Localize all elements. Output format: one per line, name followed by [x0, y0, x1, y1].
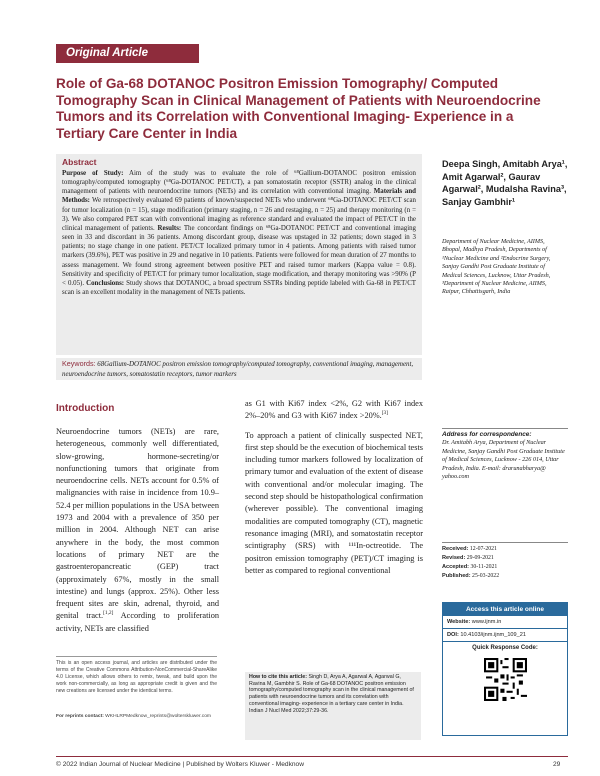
footer-copyright: © 2022 Indian Journal of Nuclear Medicine | Published by Wolters Kluwer - Medknow [56, 761, 304, 768]
body-column-right [245, 398, 423, 577]
cite-text: Singh D, Arya A, Agarwal A, Agarwal G, Ravina M, Gambhir S. Role of Ga-68 DOTANOC positron emission tomography/computed tomography scan in the clinical management of patients with neuroendocrine tumors and its correlation with conventional imaging- experience in a tertiary care center in India. Indian J Nucl Med 2022;37:29-36. [249, 674, 414, 714]
access-heading: Access this article online [443, 603, 567, 616]
website-row [443, 616, 567, 629]
accepted-value: 30-11-2021 [470, 564, 498, 570]
date-accepted [442, 563, 568, 572]
conclusions-text: Study shows that DOTANOC, a broad spectrum SSTRs binding peptide labeled with Ga-68 in PET/CT scan is an excellent modality in the management of NETs patients. [62, 279, 416, 297]
website-label: Website: [447, 619, 471, 625]
page-number: 29 [553, 761, 561, 768]
intro-p1-end: According to proliferation activity, NETs are classified [56, 611, 219, 633]
reprints-contact [56, 714, 221, 719]
correspondence-heading: Address for correspondence: [442, 431, 532, 438]
abstract-heading: Abstract [62, 157, 97, 167]
correspondence-text: Dr. Amitabh Arya, Department of Nuclear Medicine, Sanjay Gandhi Post Graduate Institute of Medical Sciences, Lucknow - 226 014, Uttar Pradesh, India. E-mail: drarunabharya@ yahoo.com [442, 439, 565, 481]
abstract-body [62, 169, 416, 297]
article-dates [442, 542, 568, 581]
keywords-text: 68Gallium-DOTANOC positron emission tomography/computed tomography, conventional imaging, management, neuroendocrine tumors, somatostatin receptors, tumor markers [62, 361, 414, 378]
intro-p1-text: Neuroendocrine tumors (NETs) are rare, heterogeneous, commonly well differentiated, slow-growing, hormone-secreting/or nonfunctioning tumors that originate from neuroendocrine cells. NETs account for 0.5% of malignancies with raise in incidence from 10.9–52.4 per million populations in the USA between 1973 and 2004 with a prevalence of 350 per million in 2004. Although NET can arise anywhere in the body, the most common locations of primary NET are the gastroenteropancreatic (GEP) tract (approximately 67%, mostly in the small intestine) and lungs (approx. 25%). Other less frequent sites are skin, adrenal, thyroid, and genital tract. [56, 427, 219, 621]
keywords-box [56, 358, 422, 380]
license-notice: This is an open access journal, and articles are distributed under the terms of the Creative Commons Attribution-NonCommercial-ShareAlike 4.0 License, which allows others to remix, tweak, and build upon the work non-commercially, as long as appropriate credit is given and the new creations are licensed under the identical terms. [56, 656, 217, 695]
citation-ref[interactable]: [3] [381, 410, 389, 417]
article-title: Role of Ga-68 DOTANOC Positron Emission Tomography/ Computed Tomography Scan in Clinical Management of Patients with Neuroendocrine Tumors and its Correlation with Conventional Imaging- Experience in a Tertiary Care Center in India [56, 76, 541, 141]
conclusions-label: Conclusions: [86, 279, 125, 287]
qr-code-icon[interactable] [484, 658, 527, 701]
reprints-label: For reprints contact: [56, 714, 104, 719]
how-to-cite-box [245, 672, 421, 740]
keywords-label: Keywords: [62, 359, 96, 368]
citation-ref[interactable]: [1,2] [103, 610, 114, 617]
intro-continued-text: as G1 with Ki67 index <2%, G2 with Ki67 index 2%–20% and G3 with Ki67 index >20%. [245, 399, 423, 421]
abstract-box [56, 154, 422, 355]
revised-label: Revised: [442, 555, 466, 561]
results-label: Results: [157, 224, 182, 232]
received-value: 12-07-2021 [469, 546, 497, 552]
author-list: Deepa Singh, Amitabh Arya¹, Amit Agarwal², Gaurav Agarwal², Mudalsha Ravina³, Sanjay Gambhir¹ [442, 159, 568, 208]
received-label: Received: [442, 546, 469, 552]
published-label: Published: [442, 573, 471, 579]
doi-link[interactable]: 10.4103/ijnm.ijnm_109_21 [460, 632, 526, 638]
date-received [442, 545, 568, 554]
body-column-left [56, 426, 219, 635]
article-type-label: Original Article [56, 44, 199, 63]
intro-paragraph-2: To approach a patient of clinically suspected NET, first step should be the execution of biochemical tests including tumor markers followed by localization of primary tumor and evaluation of the extent of disease with conventional and/or molecular imaging. The second step should be histopathological confirmation (wherever possible). The conventional imaging modalities are computed tomography (CT), magnetic resonance imaging (MRI), and somatostatin receptor scintigraphy (SRS) with ¹¹¹In-octreotide. The positron emission tomography (PET)/CT imaging is better as compared to regional conventional [245, 430, 423, 575]
purpose-label: Purpose of Study: [62, 170, 124, 177]
revised-value: 29-09-2021 [466, 555, 494, 561]
footer-divider [56, 756, 568, 757]
qr-label: Quick Response Code: [472, 645, 538, 651]
results-text: The concordant findings on ⁶⁸Ga-DOTANOC PET/CT and conventional imaging seen in 33 and discordant in 36 patients. Among discordant group, disease was upstaged in 32 patients; down staged in 3 patients; no stage change in one patient. PET/CT localized primary tumor in 4 patients. Among patients with raised tumor markers (39.6%), PET was positive in 29 and negative in 10 patients. Patients were followed for mean duration of 27 months to assess management. We found strong agreement between positive PET and raised tumor markers (Kappa value = 0.8). Sensitivity and specificity of PET/CT for primary tumor localization, stage modification, and therapy monitoring was >90% (P < 0.05). [62, 224, 417, 287]
doi-label: DOI: [447, 632, 459, 638]
published-value: 25-03-2022 [472, 573, 500, 579]
date-published [442, 572, 568, 581]
intro-paragraph-1 [56, 426, 219, 635]
access-online-box [442, 602, 568, 736]
doi-row [443, 629, 567, 642]
methods-text: We retrospectively evaluated 69 patients of known/suspected NETs who underwent ⁶⁸Ga-DOTANOC PET/CT scan for tumor localization (n = 15), stage modification (primary staging, n = 26 and restaging, n = 25) and therapy monitoring (n = 3). We also compared PET scan with conventional imaging as reference standard and evaluated the impact of PET/CT in the clinical management of patients. [62, 197, 416, 232]
correspondence-box [442, 428, 568, 481]
website-link[interactable]: www.ijnm.in [471, 619, 502, 625]
accepted-label: Accepted: [442, 564, 470, 570]
date-revised [442, 554, 568, 563]
reprints-email[interactable]: WKHLRPMedknow_reprints@wolterskluwer.com [103, 714, 211, 719]
author-affiliations: Department of Nuclear Medicine, AIIMS, Bhopal, Madhya Pradesh, Departments of ¹Nuclear Medicine and ²Endocrine Surgery, Sanjay Gandhi Post Graduate Institute of Medical Sciences, Lucknow, Uttar Pradesh, ³Department of Nuclear Medicine, AIIMS, Raipur, Chhattisgarh, India [442, 238, 551, 296]
methods-label: Materials and Methods: [62, 188, 416, 205]
cite-label: How to cite this article: [249, 674, 307, 680]
intro-continued [245, 398, 423, 423]
introduction-heading: Introduction [56, 403, 115, 414]
purpose-text: Aim of the study was to evaluate the role of ⁶⁸Gallium-DOTANOC positron emission tomography/computed tomography (⁶⁸Ga-DOTANOC PET/CT), a pan somatostatin receptor (SSTR) analog in the clinical management of patients with neuroendocrine tumors (NETs) and its correlation with conventional imaging. [62, 170, 416, 196]
